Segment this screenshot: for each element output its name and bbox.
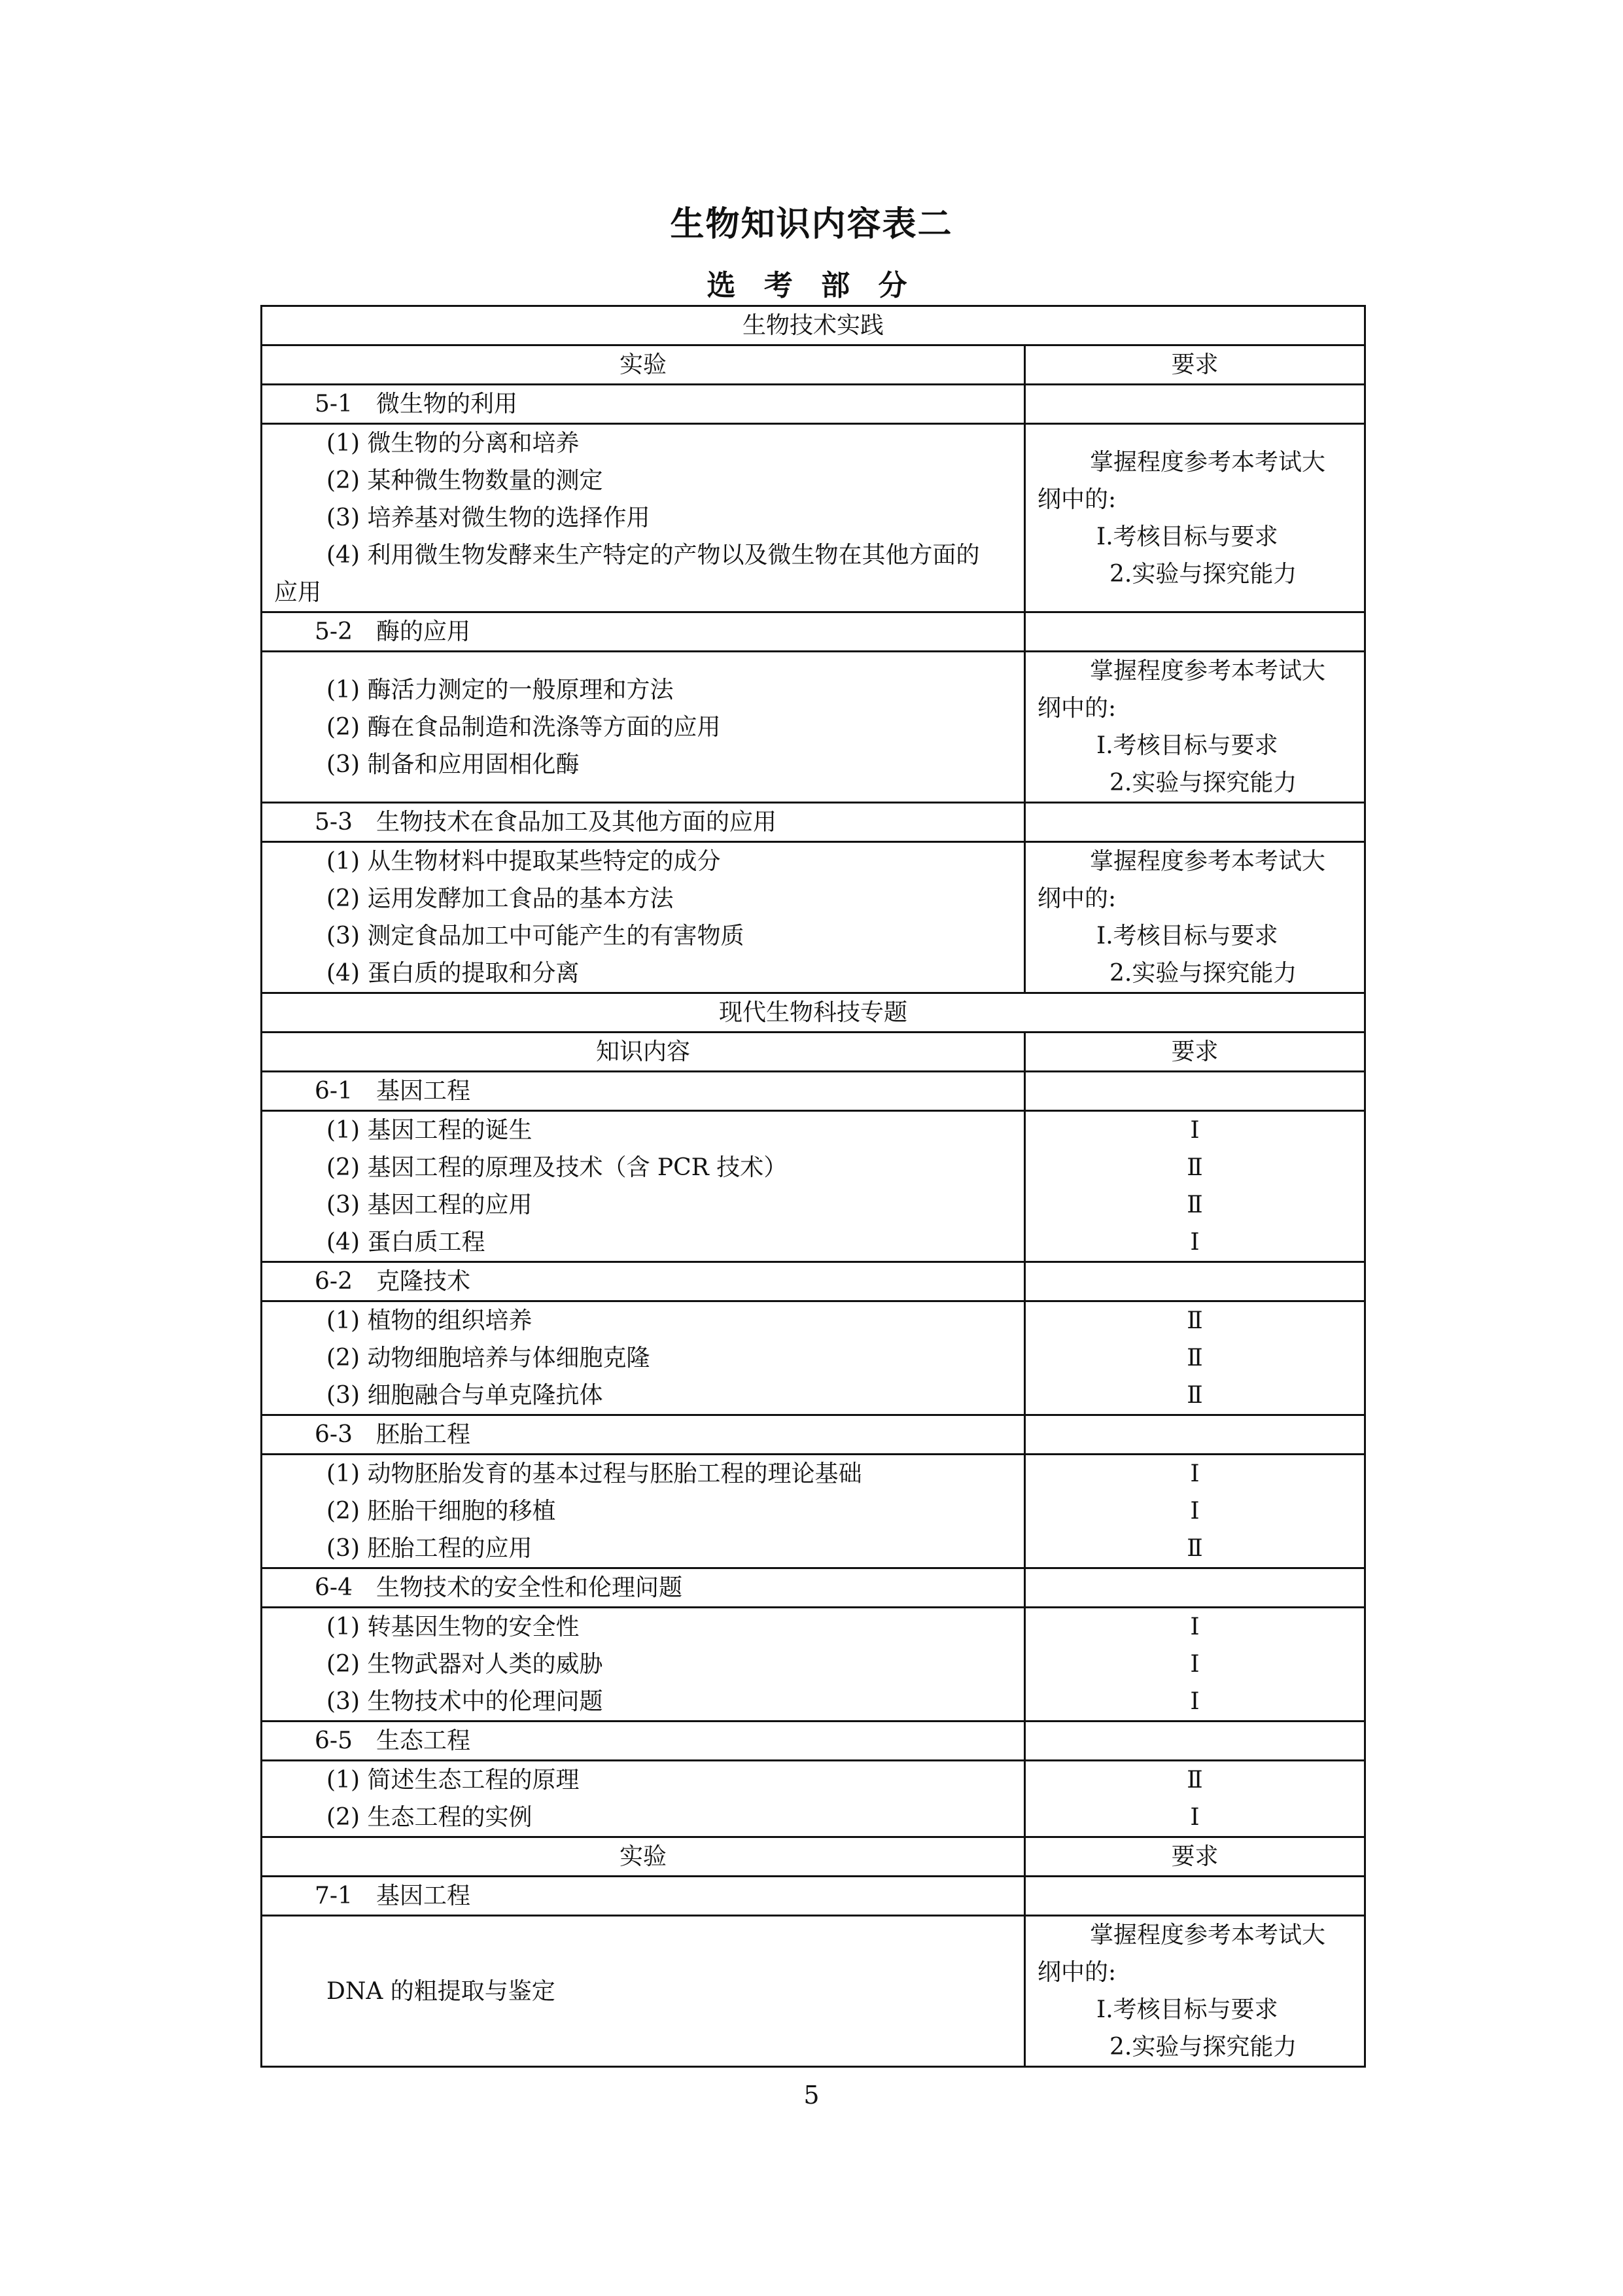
group-heading-row (262, 612, 1365, 652)
group-heading-row (262, 1072, 1365, 1111)
level-cell (1024, 1301, 1365, 1415)
item-list (262, 1761, 1025, 1837)
group-items-row (262, 1111, 1365, 1262)
column-header-left: 实验 (262, 1837, 1025, 1877)
level-value: Ⅱ (1187, 1345, 1203, 1371)
list-item: (2) 某种微生物数量的测定 (326, 467, 603, 494)
list-item: (1) 微生物的分离和培养 (326, 430, 580, 457)
group-heading: 6-3 胚胎工程 (262, 1415, 1025, 1455)
requirement-line: 纲中的: (1037, 885, 1117, 912)
requirement-line: 2.实验与探究能力 (1109, 960, 1297, 987)
list-item: (2) 生态工程的实例 (326, 1804, 532, 1831)
requirement-line: 纲中的: (1037, 486, 1117, 513)
empty-cell (1024, 1415, 1365, 1455)
group-heading-row (262, 803, 1365, 842)
group-heading-row (262, 1722, 1365, 1761)
list-item: (1) 从生物材料中提取某些特定的成分 (326, 848, 721, 875)
column-header-right: 要求 (1024, 345, 1365, 385)
requirement-line: 2.实验与探究能力 (1109, 769, 1297, 796)
empty-cell (1024, 385, 1365, 424)
item-list (262, 842, 1025, 993)
empty-cell (1024, 803, 1365, 842)
list-item: (4) 蛋白质工程 (326, 1229, 485, 1256)
group-items-row (262, 1608, 1365, 1722)
group-items-row (262, 652, 1365, 803)
section-header: 现代生物科技专题 (262, 993, 1365, 1033)
empty-cell (1024, 1568, 1365, 1608)
item-list (262, 1608, 1025, 1722)
requirement-line: 2.实验与探究能力 (1109, 560, 1297, 588)
item-list (262, 652, 1025, 803)
list-item: (3) 制备和应用固相化酶 (326, 751, 580, 778)
level-value: Ⅰ (1190, 1688, 1200, 1715)
requirement-line: Ⅰ.考核目标与要求 (1096, 523, 1278, 550)
list-item: (3) 细胞融合与单克隆抗体 (326, 1382, 603, 1409)
group-heading: 5-3 生物技术在食品加工及其他方面的应用 (262, 803, 1025, 842)
level-value: Ⅱ (1187, 1535, 1203, 1562)
list-item: (1) 转基因生物的安全性 (326, 1614, 580, 1640)
level-value: Ⅰ (1190, 1498, 1200, 1525)
list-item: (1) 简述生态工程的原理 (326, 1767, 580, 1793)
list-item: (2) 运用发酵加工食品的基本方法 (326, 885, 674, 912)
requirement-cell (1024, 842, 1365, 993)
list-item: (4) 利用微生物发酵来生产特定的产物以及微生物在其他方面的 (326, 542, 980, 569)
column-header-right: 要求 (1024, 1837, 1365, 1877)
requirement-line: Ⅰ.考核目标与要求 (1096, 923, 1278, 949)
list-item: (2) 生物武器对人类的威胁 (326, 1651, 603, 1678)
group-items-row (262, 1916, 1365, 2067)
requirement-cell (1024, 424, 1365, 612)
group-heading: 6-5 生态工程 (262, 1722, 1025, 1761)
section-header-row (262, 306, 1365, 345)
list-item: (3) 胚胎工程的应用 (326, 1535, 532, 1562)
list-item: (1) 动物胚胎发育的基本过程与胚胎工程的理论基础 (326, 1460, 862, 1487)
item-list (262, 424, 1025, 612)
column-header-row (262, 1033, 1365, 1072)
empty-cell (1024, 1262, 1365, 1301)
level-value: Ⅱ (1187, 1154, 1203, 1181)
requirement-line: Ⅰ.考核目标与要求 (1096, 1996, 1278, 2023)
page-number: 5 (803, 2081, 820, 2110)
group-heading: 6-4 生物技术的安全性和伦理问题 (262, 1568, 1025, 1608)
list-item: (3) 基因工程的应用 (326, 1192, 532, 1218)
list-item-continuation: 应用 (274, 579, 322, 606)
column-header-right: 要求 (1024, 1033, 1365, 1072)
item-list (262, 1455, 1025, 1568)
level-value: Ⅰ (1190, 1460, 1200, 1487)
group-items-row (262, 1761, 1365, 1837)
requirement-line: 纲中的: (1037, 695, 1117, 722)
requirement-line: 掌握程度参考本考试大 (1089, 1922, 1325, 1949)
item-list (262, 1111, 1025, 1262)
group-items-row (262, 424, 1365, 612)
list-item: (1) 基因工程的诞生 (326, 1117, 532, 1144)
group-heading: 5-2 酶的应用 (262, 612, 1025, 652)
empty-cell (1024, 612, 1365, 652)
group-heading: 6-1 基因工程 (262, 1072, 1025, 1111)
list-item: (1) 植物的组织培养 (326, 1307, 532, 1334)
level-value: Ⅱ (1187, 1767, 1203, 1793)
level-value: Ⅱ (1187, 1307, 1203, 1334)
requirement-line: 掌握程度参考本考试大 (1089, 848, 1325, 875)
group-items-row (262, 1301, 1365, 1415)
level-value: Ⅰ (1190, 1117, 1200, 1144)
requirement-line: 纲中的: (1037, 1959, 1117, 1986)
level-value: Ⅰ (1190, 1804, 1200, 1831)
group-heading-row (262, 1877, 1365, 1916)
group-heading: 5-1 微生物的利用 (262, 385, 1025, 424)
requirement-line: 掌握程度参考本考试大 (1089, 658, 1325, 684)
requirement-cell (1024, 652, 1365, 803)
empty-cell (1024, 1722, 1365, 1761)
level-value: Ⅰ (1190, 1614, 1200, 1640)
level-value: Ⅰ (1190, 1229, 1200, 1256)
list-item: (2) 基因工程的原理及技术（含 PCR 技术） (326, 1154, 788, 1181)
requirement-line: Ⅰ.考核目标与要求 (1096, 732, 1278, 759)
knowledge-table (260, 305, 1366, 2068)
level-value: Ⅱ (1187, 1192, 1203, 1218)
section-header-row (262, 993, 1365, 1033)
group-heading-row (262, 1415, 1365, 1455)
requirement-cell (1024, 1916, 1365, 2067)
group-heading-row (262, 1568, 1365, 1608)
level-cell (1024, 1761, 1365, 1837)
group-items-row (262, 842, 1365, 993)
column-header-row (262, 1837, 1365, 1877)
page-title: 生物知识内容表二 (670, 204, 953, 244)
group-heading: 7-1 基因工程 (262, 1877, 1025, 1916)
group-items-row (262, 1455, 1365, 1568)
column-header-left: 知识内容 (262, 1033, 1025, 1072)
list-item: (4) 蛋白质的提取和分离 (326, 960, 580, 987)
list-item: (2) 动物细胞培养与体细胞克隆 (326, 1345, 650, 1371)
requirement-line: 掌握程度参考本考试大 (1089, 448, 1325, 476)
group-heading: 6-2 克隆技术 (262, 1262, 1025, 1301)
list-item: (2) 胚胎干细胞的移植 (326, 1498, 556, 1525)
empty-cell (1024, 1072, 1365, 1111)
list-item: (3) 培养基对微生物的选择作用 (326, 504, 650, 531)
requirement-line: 2.实验与探究能力 (1109, 2034, 1297, 2060)
group-heading-row (262, 385, 1365, 424)
item-list (262, 1301, 1025, 1415)
level-cell (1024, 1608, 1365, 1722)
list-item: DNA 的粗提取与鉴定 (326, 1977, 555, 2005)
list-item: (1) 酶活力测定的一般原理和方法 (326, 676, 674, 703)
list-item: (3) 测定食品加工中可能产生的有害物质 (326, 923, 744, 949)
level-cell (1024, 1111, 1365, 1262)
empty-cell (1024, 1877, 1365, 1916)
level-value: Ⅱ (1187, 1382, 1203, 1409)
column-header-left: 实验 (262, 345, 1025, 385)
column-header-row (262, 345, 1365, 385)
level-cell (1024, 1455, 1365, 1568)
item-list (262, 1916, 1025, 2067)
list-item: (2) 酶在食品制造和洗涤等方面的应用 (326, 713, 721, 741)
page-subtitle: 选 考 部 分 (707, 269, 916, 302)
level-value: Ⅰ (1190, 1651, 1200, 1678)
group-heading-row (262, 1262, 1365, 1301)
list-item: (3) 生物技术中的伦理问题 (326, 1688, 603, 1715)
section-header: 生物技术实践 (262, 306, 1365, 345)
